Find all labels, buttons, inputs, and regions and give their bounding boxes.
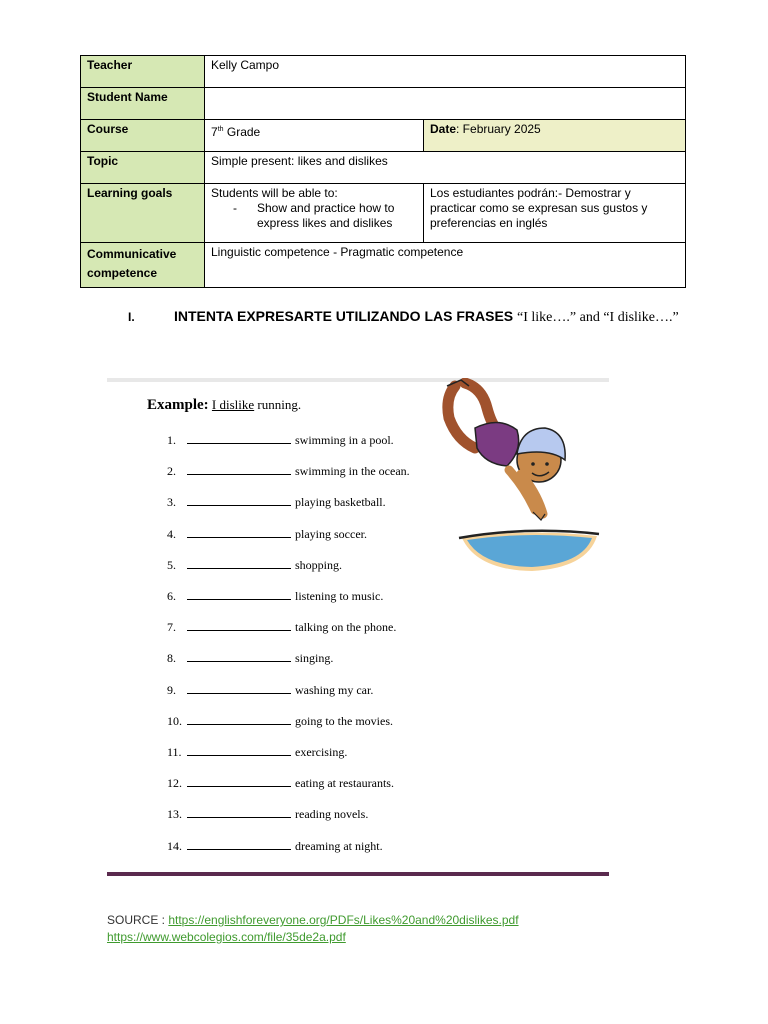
answer-blank[interactable]: [187, 838, 291, 850]
goals-intro: Students will be able to:: [211, 186, 338, 200]
example-line: Example: I dislike running.: [147, 397, 302, 413]
exercise-number: 6.: [167, 589, 176, 603]
diver-illustration: [437, 378, 607, 578]
answer-blank[interactable]: [187, 432, 291, 444]
answer-blank[interactable]: [187, 588, 291, 600]
exercise-item: [167, 494, 386, 510]
date-value: : February 2025: [456, 122, 541, 136]
lesson-info-table: [80, 55, 686, 288]
course-label: Course: [81, 120, 205, 152]
answer-blank[interactable]: [187, 713, 291, 725]
exercise-number: 5.: [167, 557, 176, 572]
student-name-value[interactable]: [205, 88, 686, 120]
exercise-text: singing.: [295, 651, 334, 666]
answer-blank[interactable]: [187, 619, 291, 631]
student-name-label: Student Name: [81, 88, 205, 120]
learning-goals-spanish: Los estudiantes podrán:- Demostrar y practicar como se expresan sus gustos y preferencias en inglés: [424, 184, 686, 243]
exercise-number: 4.: [167, 526, 176, 541]
source-label: SOURCE :: [107, 913, 169, 927]
exercise-text: washing my car.: [295, 682, 374, 697]
exercise-text: talking on the phone.: [295, 620, 397, 635]
learning-goals-label: Learning goals: [81, 184, 205, 243]
answer-blank[interactable]: [187, 526, 291, 538]
exercise-number: 14.: [167, 838, 182, 853]
source-block: [107, 912, 519, 946]
exercise-item: [167, 432, 394, 448]
answer-blank[interactable]: [187, 463, 291, 475]
exercise-number: 2.: [167, 464, 176, 479]
exercise-item: [167, 588, 383, 604]
answer-blank[interactable]: [187, 650, 291, 662]
exercise-number: 8.: [167, 651, 176, 666]
exercise-text: reading novels.: [295, 807, 369, 822]
exercise-item: [167, 744, 347, 760]
exercise-number: 10.: [167, 713, 182, 728]
section-number: I.: [128, 310, 135, 324]
course-value: 7th Grade: [205, 120, 424, 152]
date-label: Date: [430, 122, 457, 136]
exercise-text: shopping.: [295, 557, 343, 572]
communicative-competence-label: Communicative competence: [81, 243, 205, 288]
exercise-item: [167, 557, 342, 573]
exercise-item: [167, 838, 383, 854]
exercise-text: going to the movies.: [295, 713, 393, 728]
exercise-number: 12.: [167, 776, 182, 791]
exercise-text: swimming in the ocean.: [295, 464, 410, 479]
exercise-number: 7.: [167, 620, 176, 635]
exercise-item: [167, 806, 368, 822]
goals-list-item: - Show and practice how to express likes and dislikes: [233, 201, 395, 230]
exercise-item: [167, 713, 393, 729]
answer-blank[interactable]: [187, 682, 291, 694]
exercise-item: [167, 650, 333, 666]
section-phrases: “I like….” and “I dislike….”: [517, 310, 679, 325]
topic-value: Simple present: likes and dislikes: [205, 152, 686, 184]
teacher-label: Teacher: [81, 56, 205, 88]
exercise-text: dreaming at night.: [295, 838, 383, 853]
exercise-item: [167, 682, 373, 698]
answer-blank[interactable]: [187, 744, 291, 756]
answer-blank[interactable]: [187, 557, 291, 569]
source-link-webcolegios[interactable]: https://www.webcolegios.com/file/35de2a.pdf: [107, 930, 346, 944]
exercise-item: [167, 463, 410, 479]
exercise-item: [167, 619, 396, 635]
answer-blank[interactable]: [187, 775, 291, 787]
section-heading: [128, 303, 688, 331]
exercise-text: swimming in a pool.: [295, 433, 394, 447]
exercise-text: exercising.: [295, 745, 348, 759]
exercise-number: 9.: [167, 682, 176, 697]
exercise-item: [167, 526, 367, 542]
exercise-number: 11.: [167, 745, 182, 759]
exercise-item: [167, 775, 394, 791]
communicative-competence-value: Linguistic competence - Pragmatic competence: [205, 243, 686, 288]
exercise-text: playing basketball.: [295, 495, 386, 510]
topic-label: Topic: [81, 152, 205, 184]
exercise-number: 1.: [167, 433, 176, 447]
exercise-text: eating at restaurants.: [295, 776, 394, 791]
source-link-englishforeveryone[interactable]: https://englishforeveryone.org/PDFs/Likes%20and%20dislikes.pdf: [168, 913, 519, 927]
answer-blank[interactable]: [187, 494, 291, 506]
worksheet-image: [107, 378, 609, 876]
section-title: INTENTA EXPRESARTE UTILIZANDO LAS FRASES: [174, 308, 514, 324]
exercise-number: 3.: [167, 495, 176, 510]
exercise-text: listening to music.: [295, 589, 384, 603]
exercise-text: playing soccer.: [295, 526, 367, 541]
answer-blank[interactable]: [187, 806, 291, 818]
learning-goals-english: [205, 184, 424, 243]
teacher-value: Kelly Campo: [205, 56, 686, 88]
date-cell: [424, 120, 686, 152]
exercise-number: 13.: [167, 807, 182, 822]
